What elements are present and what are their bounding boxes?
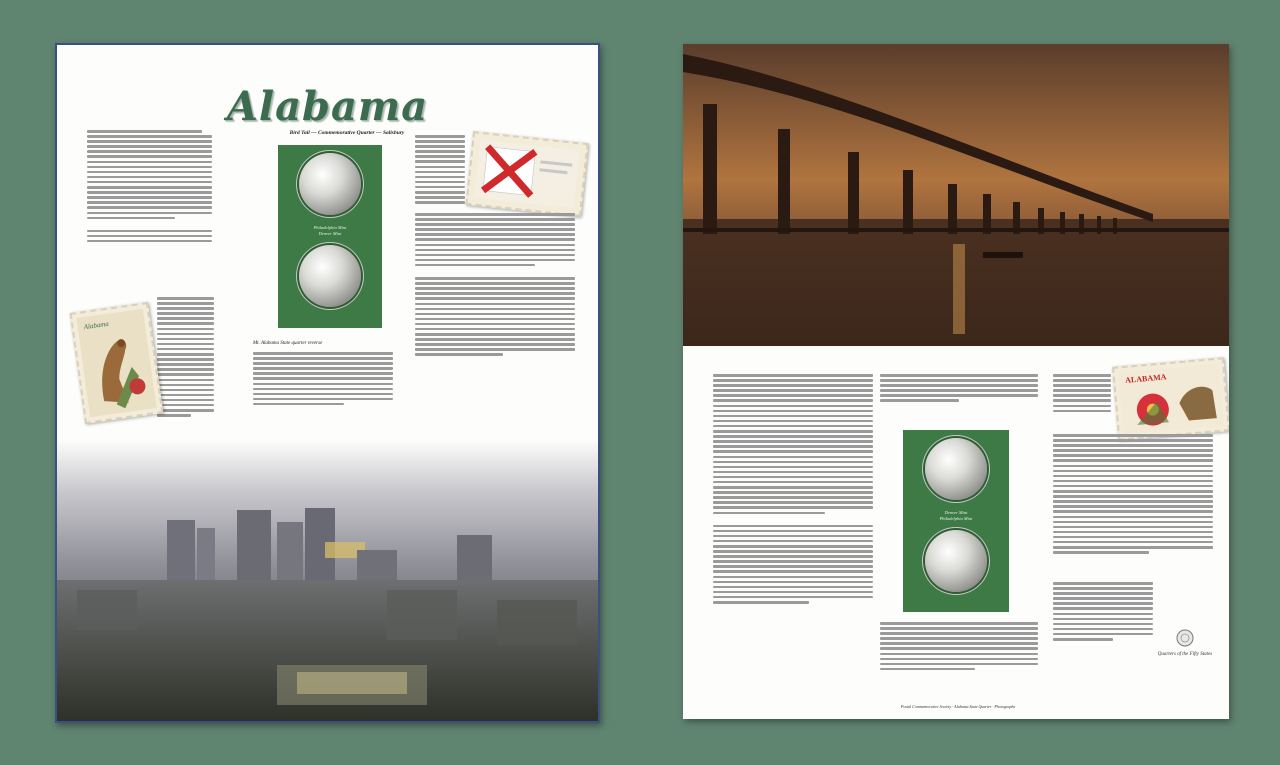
coin-panel-right xyxy=(903,430,1009,612)
bridge-sunset-photo xyxy=(683,44,1229,346)
coin-obverse xyxy=(299,153,361,215)
right-text-column xyxy=(415,135,465,206)
camellia-icon xyxy=(1114,359,1228,438)
page-title: Alabama xyxy=(226,83,429,130)
coin-panel xyxy=(278,145,382,328)
coin-obverse-right xyxy=(925,438,987,500)
svg-text:Alabama: Alabama xyxy=(83,319,110,332)
coin-reverse-right xyxy=(925,530,987,592)
city-skyline-photo xyxy=(57,440,598,721)
center-text-column xyxy=(253,352,393,408)
right-col2-text-top xyxy=(880,374,1038,405)
coin-reverse xyxy=(299,245,361,307)
right-text-column-lower xyxy=(415,213,575,359)
right-col3-text-bottom xyxy=(1053,582,1153,643)
state-quarter-logo-icon xyxy=(1176,629,1194,647)
left-page xyxy=(55,43,600,723)
camellia-stamp xyxy=(1112,357,1229,440)
stamp-label: ALABAMA xyxy=(1124,372,1167,385)
page-footer: Postal Commemorative Society · Alabama State Quarter · Photographs xyxy=(900,704,1016,709)
right-page xyxy=(683,44,1229,719)
mint-label: Philadelphia Mint xyxy=(313,225,347,230)
mint-sublabel-right: Philadelphia Mint xyxy=(939,516,973,521)
logo-text: Quarters of the Fifty States xyxy=(1157,652,1213,657)
flag-icon xyxy=(468,133,587,214)
mint-sublabel: Denver Mint xyxy=(318,231,342,236)
mint-label-right: Denver Mint xyxy=(944,510,968,515)
coin-subhead: Bird Tail — Commemorative Quarter — Salisbury xyxy=(289,130,405,136)
fifty-states-logo xyxy=(1157,629,1213,658)
bird-stamp xyxy=(70,302,164,424)
right-col3-text-top xyxy=(1053,374,1111,415)
flag-stamp xyxy=(465,131,588,217)
right-col3-text xyxy=(1053,434,1213,564)
intro-text-column xyxy=(87,130,212,245)
intro-text-column-lower xyxy=(157,297,214,419)
bird-icon xyxy=(72,304,161,421)
right-col2-text-bottom xyxy=(880,622,1038,673)
coin-caption: Mt. Alabama State quarter reverse xyxy=(253,341,323,346)
right-col1-text xyxy=(713,374,873,606)
